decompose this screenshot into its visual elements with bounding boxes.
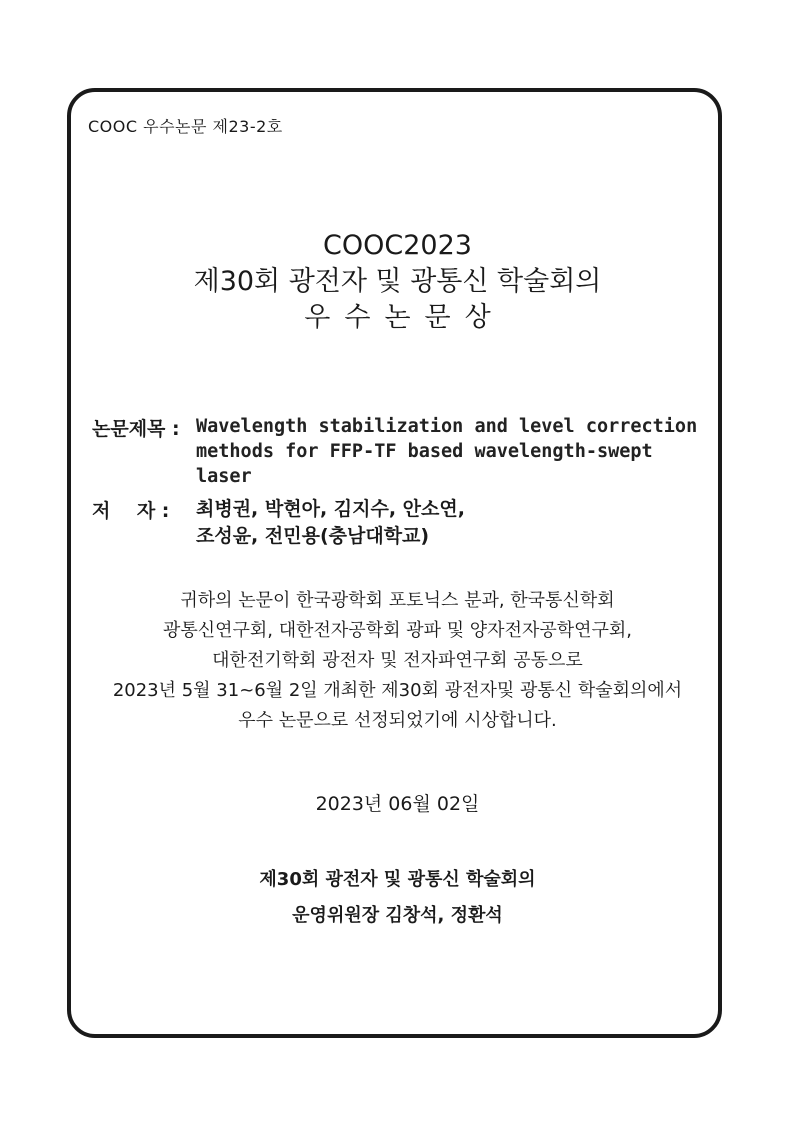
- body-line: 귀하의 논문이 한국광학회 포토닉스 분과, 한국통신학회: [180, 590, 615, 611]
- paper-title-line: laser: [196, 466, 252, 487]
- body-line: 대한전기학회 광전자 및 전자파연구회 공동으로: [212, 650, 583, 671]
- signature-block: [0, 862, 795, 934]
- authors-line: 조성윤, 전민용(충남대학교): [196, 525, 430, 547]
- authors-value: [196, 496, 706, 550]
- body-line: 2023년 5월 31~6월 2일 개최한 제30회 광전자및 광통신 학술회의에서: [112, 680, 683, 701]
- paper-title-line: Wavelength stabilization and level correction: [196, 416, 698, 437]
- award-name: 우수논문상: [304, 302, 505, 333]
- conference-full-title: 제30회 광전자 및 광통신 학술회의: [193, 266, 602, 297]
- signature-chairs: 운영위원장 김창석, 정환석: [292, 905, 503, 926]
- paper-title-line: methods for FFP-TF based wavelength-swept: [196, 441, 653, 462]
- certificate-number: COOC 우수논문 제23-2호: [88, 117, 283, 136]
- certificate-body: [0, 586, 795, 736]
- certificate-title: [0, 228, 795, 336]
- paper-title-value: [196, 414, 706, 489]
- authors-label: 저 자 :: [92, 500, 170, 522]
- authors-line: 최병권, 박현아, 김지수, 안소연,: [196, 498, 465, 520]
- body-line: 우수 논문으로 선정되었기에 시상합니다.: [238, 710, 557, 731]
- signature-organization: 제30회 광전자 및 광통신 학술회의: [259, 869, 536, 890]
- conference-name: COOC2023: [323, 230, 472, 261]
- award-date: 2023년 06월 02일: [315, 793, 480, 815]
- paper-title-label: 논문제목 :: [92, 418, 180, 440]
- body-line: 광통신연구회, 대한전자공학회 광파 및 양자전자공학연구회,: [162, 620, 633, 641]
